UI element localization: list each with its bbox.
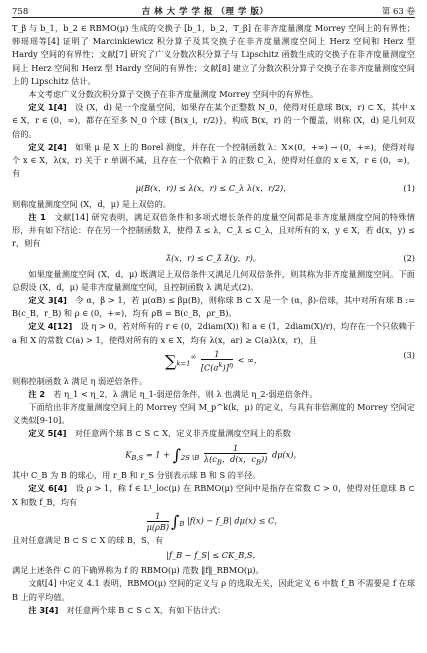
- equation-5-tail: |f(x) − f_B| dμ(x) ≤ C，: [187, 515, 283, 526]
- page-number: 758: [12, 7, 29, 17]
- definition-6-tail: 满足上述条件 C 的下确界称为 f 的 RBMO(μ) 范数 ‖f‖_RBMO(μ)。: [12, 565, 264, 576]
- equation-6: [12, 549, 415, 562]
- definition-4-tail: 则称控制函数 λ 满足 η 弱逆倍条件。: [12, 375, 148, 386]
- equation-3-tail: < ∞，: [237, 354, 263, 365]
- definition-2-label: 定义 2[4]: [28, 141, 67, 152]
- definition-3: [12, 294, 415, 320]
- note-2-label: 注 2: [28, 388, 46, 399]
- paragraph-scope: 本文考虑广义分数次积分算子交换子在非齐度量测度 Morrey 空间中的有界性。: [28, 89, 319, 100]
- paragraph-rbmo-remark: 文献[4] 中定义 4.1 表明，RBMO(μ) 空间的定义与 ρ 的选取无关，因此定义 6 中数 f_B 不需要是 f 在球 B 上的平均值。: [12, 578, 415, 602]
- equation-4-tail: dμ(x)，: [271, 448, 302, 459]
- definition-1-label: 定义 1[4]: [28, 102, 67, 113]
- volume-label: 第 63 卷: [381, 7, 415, 17]
- definition-6: [12, 482, 415, 508]
- paragraph-morrey: 下面给出非齐度量测度空间上的 Morrey 空间 M_p^k(k，μ) 的定义，与具有非倍测度的 Morrey 空间定义类似[9-10]。: [12, 402, 415, 426]
- journal-name: 吉 林 大 学 学 报 （理 学 版）: [141, 7, 269, 17]
- note-3-label: 注 3[4]: [28, 604, 59, 615]
- definition-4: [12, 320, 415, 346]
- note-3-text: 对任意两个球 B ⊂ S ⊂ X，有如下估计式：: [66, 604, 226, 615]
- definition-2: [12, 141, 415, 181]
- definition-5: [12, 427, 415, 440]
- note-1-label: 注 1: [28, 211, 46, 222]
- equation-1: [12, 182, 415, 195]
- definition-2-tail: 则称度量测度空间 (X，d，μ) 是上双倍的。: [12, 198, 171, 209]
- note-1: [12, 211, 415, 251]
- paragraph-continued: T_β 与 b_1，b_2 ∈ RBMO(μ) 生成的交换子 [b_1，b_2，T_β] 在非齐度量测度 Morrey 空间上的有界性；韩瑶瑶等[4] 证明了 Marcinkiewicz 积分算子及其交换子在非齐度量测度空间上 Herz 空间和 Herz 型 Hardy 空间的有界性；文献[7] 研究了广义分数次积分算子与 Lipschitz 函数生成的交换子在非齐度量测度空间上 Herz 空间和 Herz 型 Hardy 空间的有界性；文献[8] 建立了分数次积分算子交换子在非齐度量测度空间上的 Lipschitz 估计。: [12, 23, 415, 86]
- header-rule: [12, 17, 415, 18]
- equation-1-number: (1): [403, 183, 415, 194]
- note-2: [12, 388, 415, 401]
- definition-4-label: 定义 4[12]: [28, 321, 73, 332]
- definition-3-label: 定义 3[4]: [28, 295, 67, 306]
- equation-3-number: (3): [403, 349, 415, 360]
- equation-2-body: λ̃(x，r) ≤ C_λ̃ λ̃(y，r)。: [165, 253, 261, 264]
- equation-5: $\frac{1}{\mu(\rho B)}$ $\int_B$ |f(x) − f_B| dμ(x) ≤ C，: [146, 510, 283, 532]
- note-1-text: 文献[14] 研究表明，满足双倍条件和多项式增长条件的度量空间都是非齐度量测度空间的特殊情形，并有如下结论：存在另一个控制函数 λ̃，使得 λ̃ ≤ λ，C_λ̃ ≤ C_λ，且对所有的 x，y ∈ X，若 d(x，y) ≤ r，则有: [12, 211, 415, 249]
- equation-4: $K_{B,S} = 1 + \int_{2S∖B}$ $\frac{1}{\lambda(c_B,d(x,c_B))}$ dμ(x)，: [125, 442, 302, 467]
- definition-5-label: 定义 5[4]: [28, 428, 67, 439]
- definition-6-text: 设 ρ > 1，称 f ∈ L¹_loc(μ) 在 RBMO(μ) 空间中是指存在常数 C > 0，使得对任意球 B ⊂ X 和数 f_B，均有: [12, 483, 415, 507]
- sum-symbol: ∑: [164, 351, 177, 371]
- definition-1-text: 设 (X，d) 是一个度量空间，如果存在某个正整数 N_0，使得对任意球 B(x，r) ⊂ X，其中 x ∈ X，r ∈ (0，∞)，都存在至多 N_0 个球 {B(x_i，r/2)}，构成 B(x，r) 的一个覆盖，则称 (X，d) 是几何双倍的。: [12, 102, 415, 139]
- definition-6-mid: 且对任意满足 B ⊂ S ⊂ X 的球 B，S，有: [12, 534, 164, 545]
- equation-6-body: |f_B − f_S| ≤ CK_B,S，: [166, 550, 261, 561]
- note-3: [12, 604, 415, 617]
- paragraph-assumption: 如果度量测度空间 (X，d，μ) 既满足上双倍条件又满足几何双倍条件，则其称为非齐度量测度空间。下面总假设 (X，d，μ) 是非齐度量测度空间，且控制函数 λ 满足式(2)。: [12, 268, 415, 292]
- equation-4-fraction: $\frac{1}{\lambda(c_B,d(x,c_B))}$: [203, 442, 268, 467]
- note-2-text: 若 η_1 < η_2，λ 满足 η_1-弱逆倍条件，则 λ 也满足 η_2-弱逆倍条件。: [53, 388, 318, 399]
- equation-2: [12, 252, 415, 265]
- equation-3: $\sum_{k=1}^\infty$ $\frac{1}{[C(a^k)]^\eta}$ < ∞， (3): [164, 348, 415, 373]
- definition-5-text: 对任意两个球 B ⊂ S ⊂ X，定义非齐度量测度空间上的系数: [74, 428, 291, 439]
- definition-4-text: 设 η > 0，若对所有的 r ∈ (0，2diam(X)) 和 a ∈ (1，2diam(X)/r)，均存在一个只依赖于 a 和 X 的常数 C(a) > 1，使得对所有的 x ∈ X，均有 λ(x，ar) ≥ C(a)λ(x，r)，且: [12, 321, 415, 345]
- definition-5-tail: 其中 C_B 为 B 的球心，用 r_B 和 r_S 分别表示球 B 和 S 的半径。: [12, 470, 261, 481]
- definition-6-label: 定义 6[4]: [28, 483, 68, 494]
- definition-3-text: 令 α，β > 1，若 μ(αB) ≤ βμ(B)，则称球 B ⊂ X 是一个 (α，β)-倍球，其中对所有球 B := B(c_B，r_B) 和 ρ ∈ (0，+∞)，均有 ρB = B(c_B，ρr_B)。: [12, 295, 416, 319]
- equation-3-fraction: $\frac{1}{[C(a^k)]^\eta}$: [200, 348, 233, 373]
- definition-1: [12, 101, 415, 141]
- equation-5-fraction: $\frac{1}{\mu(\rho B)}$: [146, 510, 170, 532]
- definition-2-text: 如果 μ 是 X 上的 Borel 测度，并存在一个控制函数 λ：X×(0，+∞) → (0，+∞)，使得对每个 x ∈ X，λ(x，r) 关于 r 单调不减，且存在一个依赖于 λ 的正数 C_λ，使得对任意的 x ∈ X，r ∈ (0，∞)，有: [12, 141, 415, 179]
- equation-1-body: μ(B(x，r)) ≤ λ(x，r) ≤ C_λ λ(x，r/2)，: [135, 183, 292, 194]
- running-header: [12, 4, 415, 17]
- article-body: [12, 22, 415, 617]
- equation-2-number: (2): [403, 253, 415, 264]
